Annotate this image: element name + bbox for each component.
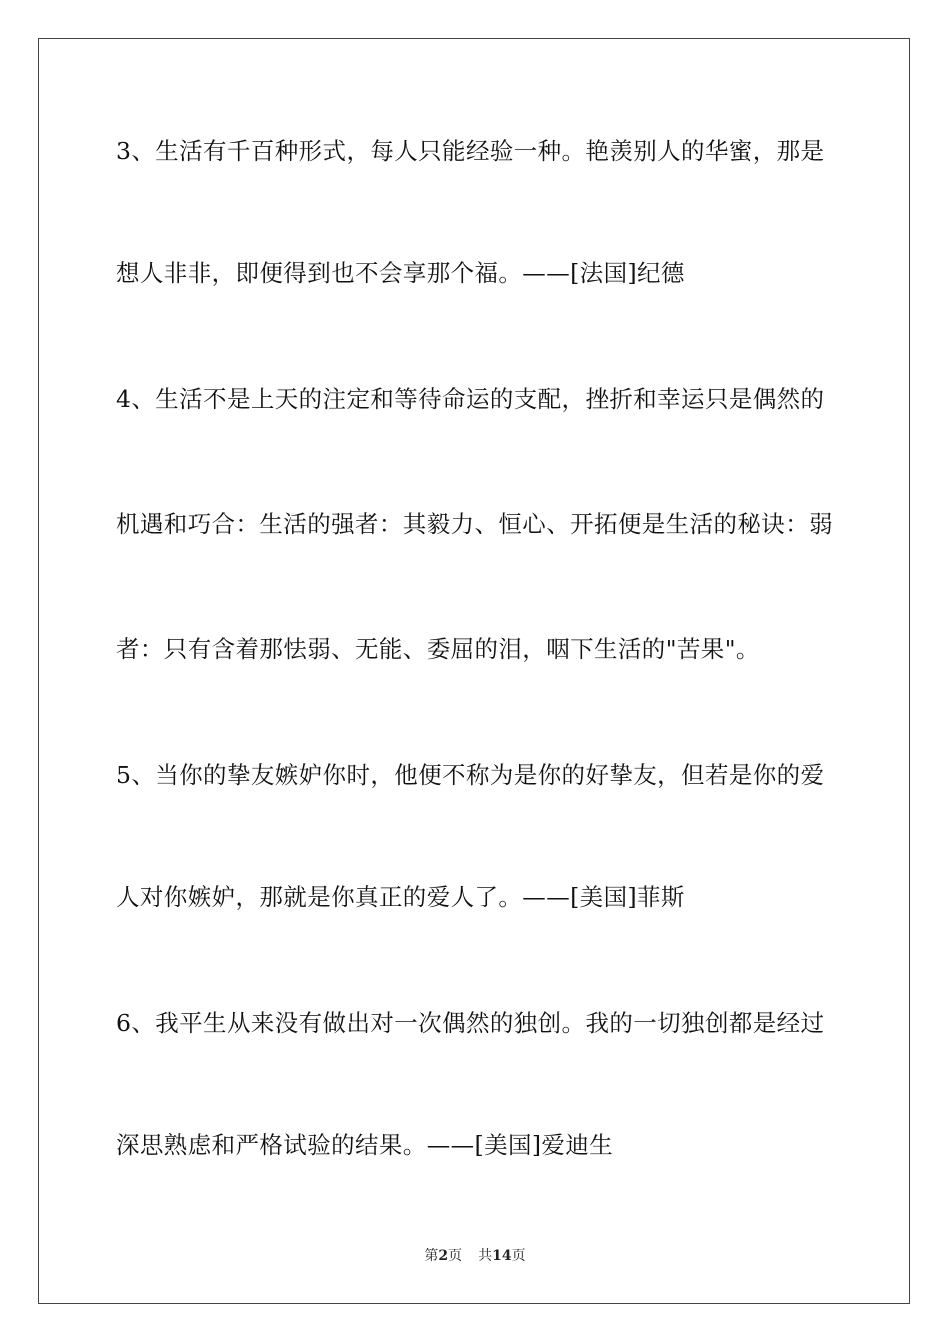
- page-suffix: 页: [448, 1248, 463, 1264]
- text-line: 人对你嫉妒，那就是你真正的爱人了。——[美国]菲斯: [116, 883, 685, 911]
- text-line: 深思熟虑和严格试验的结果。——[美国]爱迪生: [116, 1131, 614, 1159]
- page-prefix: 第: [424, 1248, 439, 1264]
- total-pages: 14: [492, 1248, 512, 1264]
- text-line: 4、生活不是上天的注定和等待命运的支配，挫折和幸运只是偶然的: [116, 385, 825, 413]
- total-prefix: 共: [478, 1248, 493, 1264]
- text-line: 机遇和巧合：生活的强者：其毅力、恒心、开拓便是生活的秘诀：弱: [116, 510, 833, 538]
- text-line: 6、我平生从来没有做出对一次偶然的独创。我的一切独创都是经过: [116, 1009, 825, 1037]
- page-footer: [0, 1247, 950, 1265]
- page-number: 2: [438, 1248, 449, 1264]
- text-line: 者：只有含着那怯弱、无能、委屈的泪，咽下生活的"苦果"。: [116, 635, 760, 663]
- text-line: 5、当你的挚友嫉妒你时，他便不称为是你的好挚友，但若是你的爱: [116, 761, 825, 789]
- text-line: 3、生活有千百种形式，每人只能经验一种。艳羡别人的华蜜，那是: [116, 137, 825, 165]
- page-border: [38, 38, 910, 1304]
- total-suffix: 页: [511, 1248, 526, 1264]
- text-line: 想人非非，即便得到也不会享那个福。——[法国]纪德: [116, 259, 685, 287]
